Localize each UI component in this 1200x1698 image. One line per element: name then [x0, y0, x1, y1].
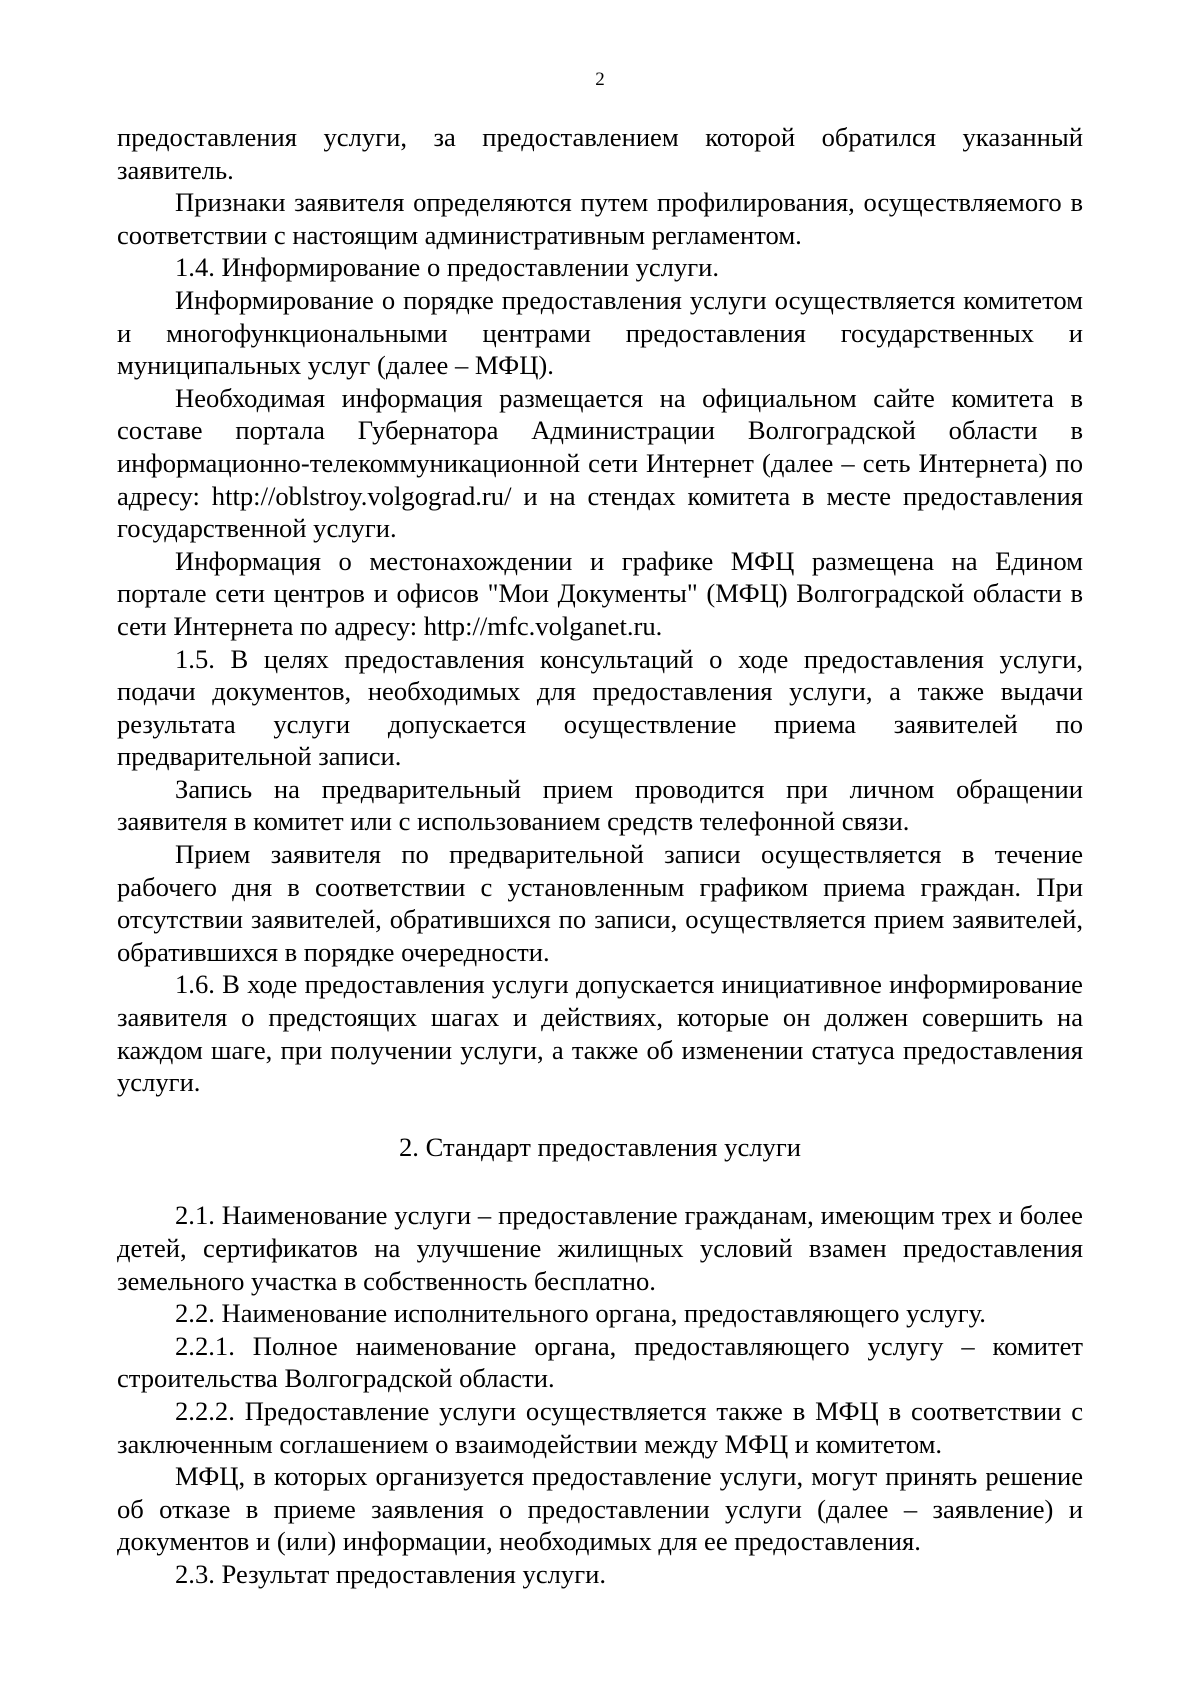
- paragraph: 1.5. В целях предоставления консультаций о ходе предоставления услуги, подачи документов, необходимых для предоставления услуги, а также выдачи результата услуги допускается осуществление приема заявителей по предварительной записи.: [117, 643, 1083, 772]
- document-body: [117, 121, 1083, 1591]
- paragraph: Прием заявителя по предварительной записи осуществляется в течение рабочего дня в соответствии с установленным графиком приема граждан. При отсутствии заявителей, обратившихся по записи, осуществляется прием заявителей, обратившихся в порядке очередности.: [117, 839, 1083, 967]
- paragraph: Запись на предварительный прием проводится при личном обращении заявителя в комитет или с использованием средств телефонной связи.: [117, 773, 1083, 837]
- section-heading: 2. Стандарт предоставления услуги: [399, 1131, 801, 1162]
- paragraph: 2.2.1. Полное наименование органа, предоставляющего услугу – комитет строительства Волгоградской области.: [117, 1330, 1083, 1394]
- paragraph: предоставления услуги, за предоставлением которой обратился указанный заявитель.: [117, 122, 1083, 185]
- paragraph: 2.1. Наименование услуги – предоставление гражданам, имеющим трех и более детей, сертификатов на улучшение жилищных условий взамен предоставления земельного участка в собственность бесплатно.: [117, 1200, 1083, 1296]
- paragraph: 1.6. В ходе предоставления услуги допускается инициативное информирование заявителя о предстоящих шагах и действиях, которые он должен совершить на каждом шаге, при получении услуги, а также об изменении статуса предоставления услуги.: [117, 969, 1083, 1098]
- paragraph: 2.2. Наименование исполнительного органа, предоставляющего услугу.: [175, 1298, 986, 1329]
- paragraph: 2.2.2. Предоставление услуги осуществляется также в МФЦ в соответствии с заключенным соглашением о взаимодействии между МФЦ и комитетом.: [117, 1395, 1083, 1459]
- page-number: 2: [595, 69, 605, 90]
- paragraph: Информация о местонахождении и графике МФЦ размещена на Едином портале сети центров и офисов "Мои Документы" (МФЦ) Волгоградской области в сети Интернета по адресу: http://mfc.volganet.ru.: [117, 545, 1083, 641]
- paragraph: Необходимая информация размещается на официальном сайте комитета в составе портала Губернатора Администрации Волгоградской области в информационно-телекоммуникационной сети Интернет (далее – сеть Интернета) по адресу: http://oblstroy.volgograd.ru/ и на стендах комитета в месте предоставления государственной услуги.: [117, 382, 1083, 544]
- paragraph: Информирование о порядке предоставления услуги осуществляется комитетом и многофункциональными центрами предоставления государственных и муниципальных услуг (далее – МФЦ).: [117, 284, 1083, 381]
- paragraph: МФЦ, в которых организуется предоставление услуги, могут принять решение об отказе в приеме заявления о предоставлении услуги (далее – заявление) и документов и (или) информации, необходимых для ее предоставления.: [117, 1461, 1083, 1557]
- paragraph: Признаки заявителя определяются путем профилирования, осуществляемого в соответствии с настоящим административным регламентом.: [117, 187, 1083, 250]
- paragraph: 2.3. Результат предоставления услуги.: [175, 1558, 607, 1589]
- paragraph: 1.4. Информирование о предоставлении услуги.: [175, 252, 720, 283]
